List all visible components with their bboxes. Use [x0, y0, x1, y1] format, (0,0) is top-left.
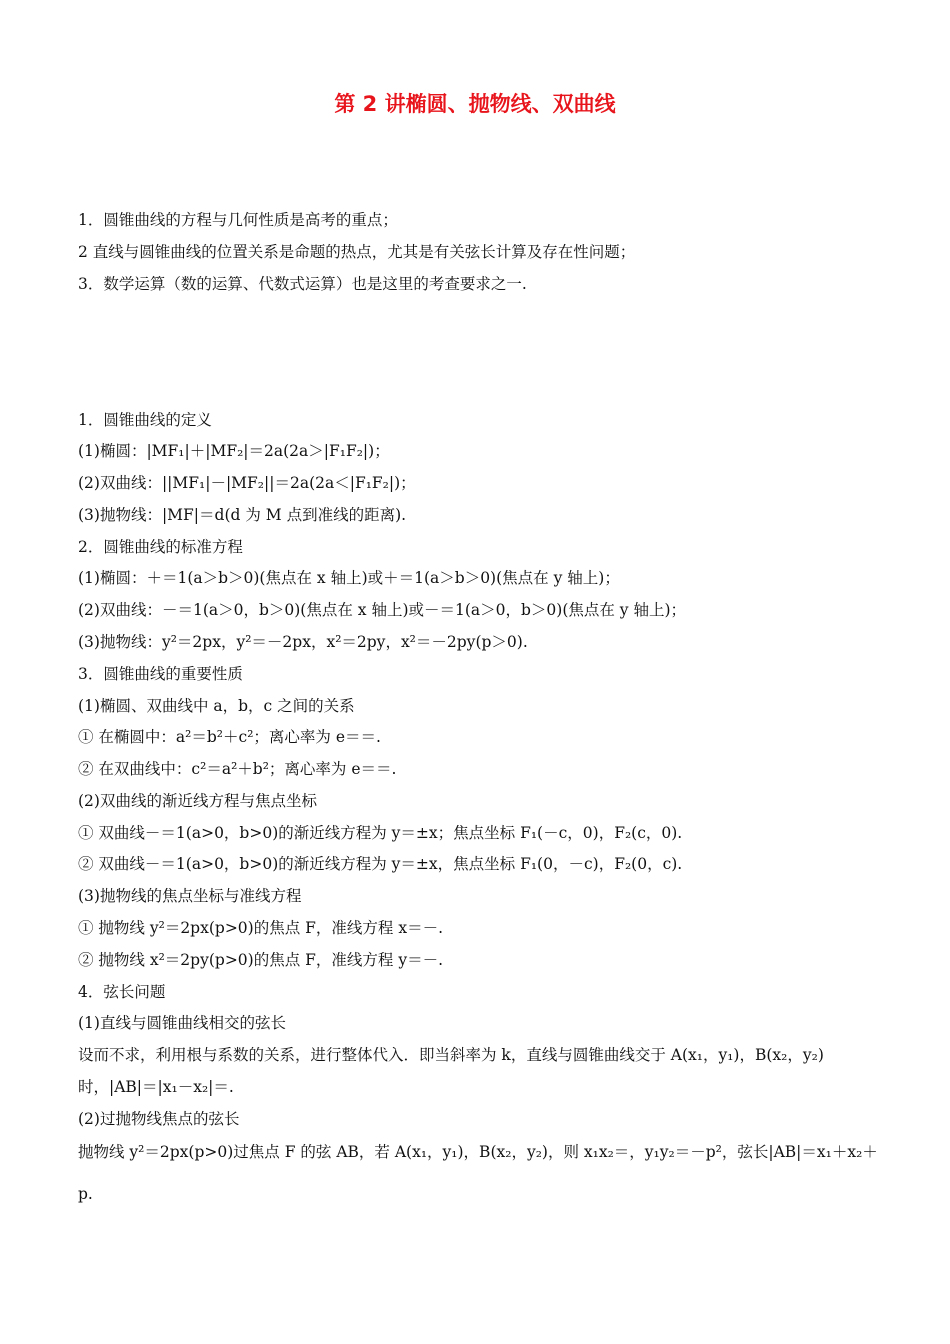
page-title: 第 2 讲椭圆、抛物线、双曲线 [334, 92, 616, 116]
body-line: ① 双曲线－＝1(a>0，b>0)的渐近线方程为 y＝±x；焦点坐标 F₁(－c，0)，F₂(c，0). [78, 824, 683, 842]
body-line: 抛物线 y²＝2px(p>0)过焦点 F 的弦 AB，若 A(x₁，y₁)，B(x₂，y₂)，则 x₁x₂＝，y₁y₂＝－p²，弦长|AB|＝x₁＋x₂＋ [78, 1143, 878, 1161]
body-line: (2)双曲线：||MF₁|－|MF₂||＝2a(2a＜|F₁F₂|)； [78, 474, 416, 492]
body-line: (1)椭圆、双曲线中 a，b，c 之间的关系 [78, 697, 355, 715]
body-line: (3)抛物线：y²＝2px，y²＝－2px，x²＝2py，x²＝－2py(p＞0). [78, 633, 528, 651]
body-line: (3)抛物线：|MF|＝d(d 为 M 点到准线的距离). [78, 506, 407, 524]
section-heading-standard-equations: 2．圆锥曲线的标准方程 [78, 538, 243, 556]
intro-line-1: 1．圆锥曲线的方程与几何性质是高考的重点； [78, 211, 398, 229]
intro-line-3: 3．数学运算（数的运算、代数式运算）也是这里的考查要求之一. [78, 275, 527, 293]
body-line: ① 抛物线 y²＝2px(p>0)的焦点 F，准线方程 x＝－. [78, 919, 443, 937]
body-line: (2)过抛物线焦点的弦长 [78, 1110, 240, 1128]
body-line: (1)直线与圆锥曲线相交的弦长 [78, 1014, 286, 1032]
section-heading-properties: 3．圆锥曲线的重要性质 [78, 665, 243, 683]
section-heading-definition: 1．圆锥曲线的定义 [78, 411, 212, 429]
body-line: 时，|AB|＝|x₁－x₂|＝. [78, 1078, 234, 1096]
body-line: ② 双曲线－＝1(a>0，b>0)的渐近线方程为 y＝±x，焦点坐标 F₁(0，－c)，F₂(0，c). [78, 855, 683, 873]
body-line: (3)抛物线的焦点坐标与准线方程 [78, 887, 302, 905]
body-line: p. [78, 1185, 93, 1203]
body-line: ② 在双曲线中：c²＝a²＋b²；离心率为 e＝＝. [78, 760, 397, 778]
intro-line-2: 2 直线与圆锥曲线的位置关系是命题的热点，尤其是有关弦长计算及存在性问题； [78, 243, 636, 261]
body-line: ① 在椭圆中：a²＝b²＋c²；离心率为 e＝＝. [78, 728, 381, 746]
body-line: (1)椭圆：|MF₁|＋|MF₂|＝2a(2a＞|F₁F₂|)； [78, 442, 390, 460]
body-line: (1)椭圆：＋＝1(a＞b＞0)(焦点在 x 轴上)或＋＝1(a＞b＞0)(焦点在 y 轴上)； [78, 569, 620, 587]
section-heading-chord-length: 4．弦长问题 [78, 983, 166, 1001]
body-line: (2)双曲线的渐近线方程与焦点坐标 [78, 792, 317, 810]
body-line: (2)双曲线：－＝1(a＞0，b＞0)(焦点在 x 轴上)或－＝1(a＞0，b＞0)(焦点在 y 轴上)； [78, 601, 687, 619]
body-line: ② 抛物线 x²＝2py(p>0)的焦点 F，准线方程 y＝－. [78, 951, 444, 969]
body-line: 设而不求，利用根与系数的关系，进行整体代入．即当斜率为 k，直线与圆锥曲线交于 A(x₁，y₁)，B(x₂，y₂) [78, 1046, 824, 1064]
